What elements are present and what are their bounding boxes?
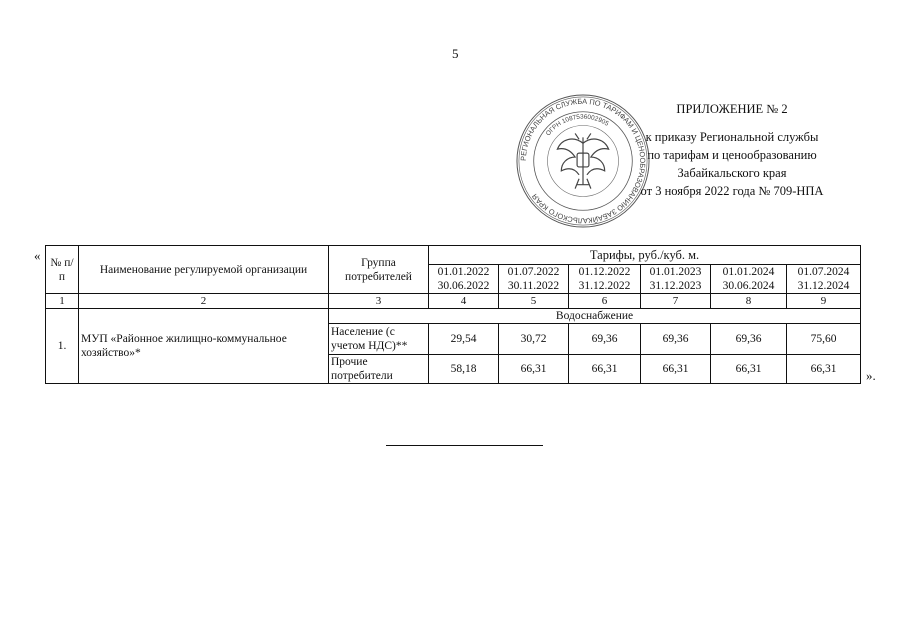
period-header (569, 265, 641, 294)
tariff-value: 66,31 (787, 355, 861, 384)
period-header (641, 265, 711, 294)
svg-text:ОГРН 1087536002905 (545, 114, 610, 138)
opening-quote: « (34, 248, 41, 263)
period-from: 01.07.2022 (507, 266, 560, 278)
row-number: 1. (46, 309, 79, 384)
column-number: 5 (499, 294, 569, 309)
column-number: 8 (711, 294, 787, 309)
column-number: 1 (46, 294, 79, 309)
period-from: 01.01.2024 (722, 266, 775, 278)
organization-name: МУП «Районное жилищно-коммунальное хозяйство»* (79, 309, 329, 384)
header-org: Наименование регулируемой организации (79, 246, 329, 294)
tariff-value: 58,18 (429, 355, 499, 384)
period-header (787, 265, 861, 294)
header-group: Группа потребителей (329, 246, 429, 294)
period-to: 31.12.2023 (649, 280, 702, 292)
column-number: 6 (569, 294, 641, 309)
appendix-line: Забайкальского края (677, 166, 787, 180)
consumer-group: Население (с учетом НДС)** (329, 324, 429, 355)
period-from: 01.01.2023 (649, 266, 702, 278)
appendix-header (612, 100, 852, 200)
period-to: 31.12.2024 (797, 280, 850, 292)
appendix-line: по тарифам и ценообразованию (647, 148, 817, 162)
appendix-title: ПРИЛОЖЕНИЕ № 2 (676, 102, 788, 116)
header-tariffs: Тарифы, руб./куб. м. (429, 246, 861, 265)
period-header (429, 265, 499, 294)
tariff-value: 66,31 (711, 355, 787, 384)
stamp-outer-text: РЕГИОНАЛЬНАЯ СЛУЖБА ПО ТАРИФАМ И ЦЕНООБРАЗОВАНИЮ ЗАБАЙКАЛЬСКОГО КРАЯ (518, 96, 648, 226)
period-from: 01.07.2024 (797, 266, 850, 278)
tariff-value: 69,36 (569, 324, 641, 355)
period-to: 30.06.2024 (722, 280, 775, 292)
tariff-table (45, 245, 861, 384)
stamp-inner-text: ОГРН 1087536002905 (544, 113, 610, 138)
column-number: 4 (429, 294, 499, 309)
period-to: 30.06.2022 (437, 280, 490, 292)
column-number: 9 (787, 294, 861, 309)
tariff-value: 69,36 (641, 324, 711, 355)
period-header (499, 265, 569, 294)
tariff-value: 29,54 (429, 324, 499, 355)
footer-divider (386, 445, 543, 446)
period-to: 30.11.2022 (507, 280, 560, 292)
tariff-value: 66,31 (569, 355, 641, 384)
closing-quote: ». (866, 368, 876, 383)
column-number: 7 (641, 294, 711, 309)
tariff-value: 66,31 (641, 355, 711, 384)
column-number: 3 (329, 294, 429, 309)
tariff-value: 66,31 (499, 355, 569, 384)
page-number: 5 (452, 46, 459, 61)
section-title: Водоснабжение (329, 309, 861, 324)
appendix-line: от 3 ноября 2022 года № 709-НПА (640, 184, 824, 198)
consumer-group: Прочие потребители (329, 355, 429, 384)
tariff-value: 75,60 (787, 324, 861, 355)
tariff-value: 30,72 (499, 324, 569, 355)
column-number: 2 (79, 294, 329, 309)
coat-of-arms-eagle-icon (557, 133, 608, 188)
period-to: 31.12.2022 (578, 280, 631, 292)
period-header (711, 265, 787, 294)
period-from: 01.01.2022 (437, 266, 490, 278)
appendix-line: к приказу Региональной службы (645, 130, 819, 144)
header-num: № п/п (46, 246, 79, 294)
tariff-value: 69,36 (711, 324, 787, 355)
period-from: 01.12.2022 (578, 266, 631, 278)
